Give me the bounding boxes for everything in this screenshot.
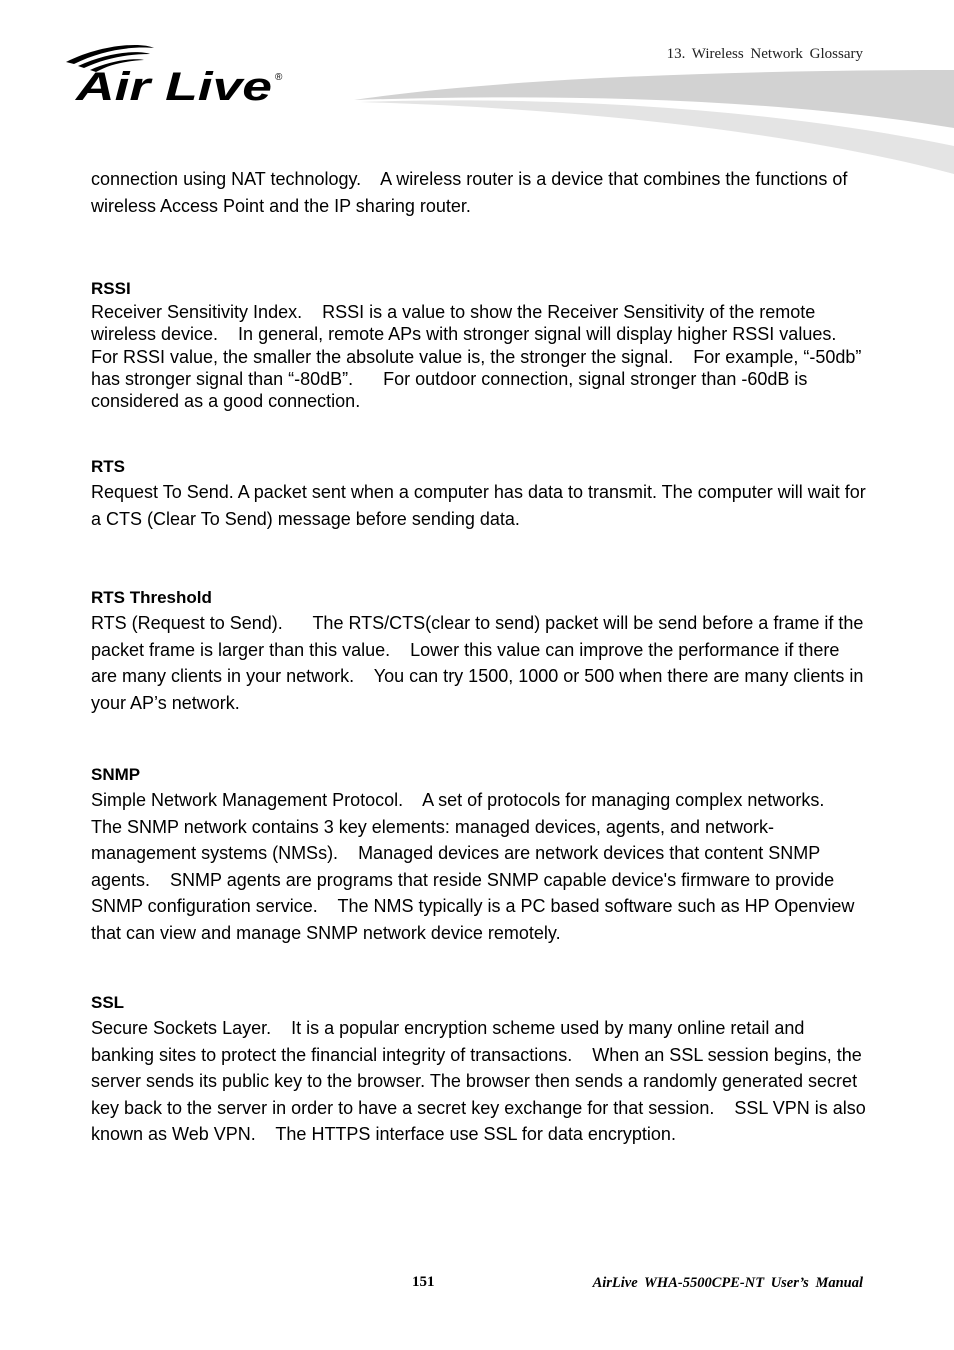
term-ssl: SSL — [91, 993, 125, 1013]
glossary-content — [91, 166, 871, 1148]
manual-title: AirLive WHA-5500CPE-NT User’s Manual — [592, 1275, 863, 1291]
intro-paragraph: connection using NAT technology. A wireless router is a device that combines the functions of wireless Access Point and the IP sharing router. — [91, 169, 853, 216]
definition-rssi: Receiver Sensitivity Index. RSSI is a value to show the Receiver Sensitivity of the remote wireless device. In general, remote APs with stronger signal will display higher RSSI values. For RSSI value, the smaller the absolute value is, the stronger the signal. For example, “-50db” has stronger signal than “-80dB”. For outdoor connection, signal stronger than -60dB is considered as a good connection. — [91, 302, 867, 412]
airlive-logo — [62, 40, 292, 110]
term-rssi: RSSI — [91, 279, 131, 298]
term-rts-threshold: RTS Threshold — [91, 588, 212, 608]
term-rts: RTS — [91, 457, 125, 477]
page-number: 151 — [412, 1274, 435, 1290]
definition-rts-threshold: RTS (Request to Send). The RTS/CTS(clear to send) packet will be send before a frame if the packet frame is larger than this value. Lower this value can improve the performance if there are many clients in your network. You can try 1500, 1000 or 500 when there are many clients in your AP’s network. — [91, 613, 869, 713]
definition-ssl: Secure Sockets Layer. It is a popular encryption scheme used by many online retail and banking sites to protect the financial integrity of transactions. When an SSL session begins, the server sends its public key to the browser. The browser then sends a randomly generated secret key back to the server in order to have a secret key exchange for that session. SSL VPN is also known as Web VPN. The HTTPS interface use SSL for data encryption. — [91, 1018, 871, 1145]
definition-rts: Request To Send. A packet sent when a computer has data to transmit. The computer will wait for a CTS (Clear To Send) message before sending data. — [91, 482, 871, 529]
logo-text: Air Live — [74, 65, 272, 109]
registered-mark: ® — [275, 72, 283, 83]
chapter-title: 13. Wireless Network Glossary — [666, 46, 863, 62]
header-swoosh-graphic — [340, 66, 954, 176]
definition-snmp: Simple Network Management Protocol. A set of protocols for managing complex networks. The SNMP network contains 3 key elements: managed devices, agents, and network-management systems (NMSs). Managed devices are network devices that content SNMP agents. SNMP agents are programs that reside SNMP capable device's firmware to provide SNMP configuration service. The NMS typically is a PC based software such as HP Openview that can view and manage SNMP network device remotely. — [91, 790, 860, 943]
term-snmp: SNMP — [91, 765, 141, 785]
